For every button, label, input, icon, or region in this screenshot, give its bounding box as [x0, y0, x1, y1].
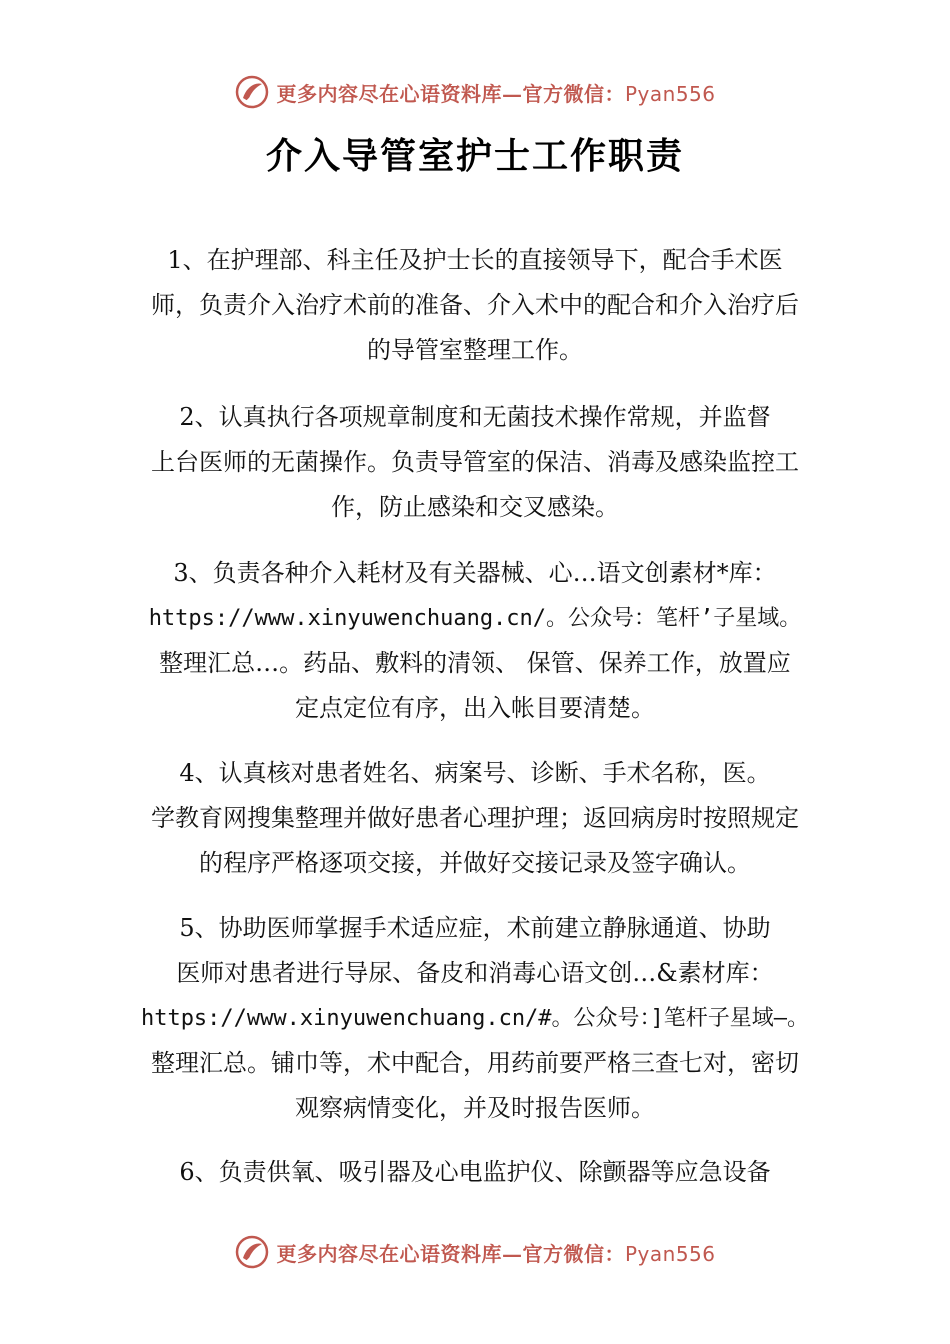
paragraph-line-url: https://www.xinyuwenchuang.cn/。公众号：笔杆’子星域。 — [148, 606, 802, 631]
duty-paragraph-4 — [110, 751, 840, 886]
paragraph-line: 2、认真执行各项规章制度和无菌技术操作常规，并监督 — [179, 403, 771, 431]
paragraph-line: 的导管室整理工作。 — [367, 336, 583, 364]
paragraph-line: 4、认真核对患者姓名、病案号、诊断、手术名称，医。 — [179, 759, 771, 787]
watermark-id: Pyan556 — [624, 81, 716, 106]
paragraph-line: 整理汇总。铺巾等，术中配合，用药前要严格三查七对，密切 — [151, 1049, 799, 1077]
paragraph-line: 医师对患者进行导尿、备皮和消毒心语文创…&素材库： — [176, 959, 774, 987]
paragraph-line: 整理汇总…。药品、敷料的清领、 保管、保养工作，放置应 — [159, 649, 791, 677]
paragraph-line: 作，防止感染和交叉感染。 — [331, 493, 619, 521]
watermark-text: 更多内容尽在心语资料库—官方微信：Pyan556 — [276, 81, 716, 106]
paragraph-line: 6、负责供氧、吸引器及心电监护仪、除颤器等应急设备 — [179, 1158, 771, 1186]
footer-watermark — [0, 1232, 950, 1272]
duty-paragraph-5 — [110, 906, 840, 1131]
paragraph-line: 上台医师的无菌操作。负责导管室的保洁、消毒及感染监控工 — [151, 448, 799, 476]
paragraph-line: 学教育网搜集整理并做好患者心理护理；返回病房时按照规定 — [151, 804, 799, 832]
header-watermark — [0, 72, 950, 112]
paragraph-line: 定点定位有序，出入帐目要清楚。 — [295, 694, 655, 722]
duty-paragraph-2 — [110, 395, 840, 530]
brand-logo-icon — [234, 74, 270, 110]
paragraph-line: 观察病情变化，并及时报告医师。 — [295, 1094, 655, 1122]
duty-paragraph-1 — [110, 238, 840, 373]
paragraph-line-url: https://www.xinyuwenchuang.cn/#。公众号：]笔杆子星域—。 — [140, 1006, 810, 1031]
duty-paragraph-6 — [110, 1150, 840, 1195]
paragraph-line: 3、负责各种介入耗材及有关器械、心…语文创素材*库： — [173, 559, 777, 587]
paragraph-line: 师，负责介入治疗术前的准备、介入术中的配合和介入治疗后 — [151, 291, 799, 319]
duty-paragraph-3 — [110, 551, 840, 731]
paragraph-line: 1、在护理部、科主任及护士长的直接领导下，配合手术医 — [167, 246, 783, 274]
paragraph-line: 5、协助医师掌握手术适应症，术前建立静脉通道、协助 — [179, 914, 771, 942]
brand-logo-icon — [234, 1234, 270, 1270]
watermark-text: 更多内容尽在心语资料库—官方微信：Pyan556 — [276, 1241, 716, 1266]
document-title: 介入导管室护士工作职责 — [265, 135, 684, 177]
watermark-id: Pyan556 — [624, 1241, 716, 1266]
paragraph-line: 的程序严格逐项交接，并做好交接记录及签字确认。 — [199, 849, 751, 877]
